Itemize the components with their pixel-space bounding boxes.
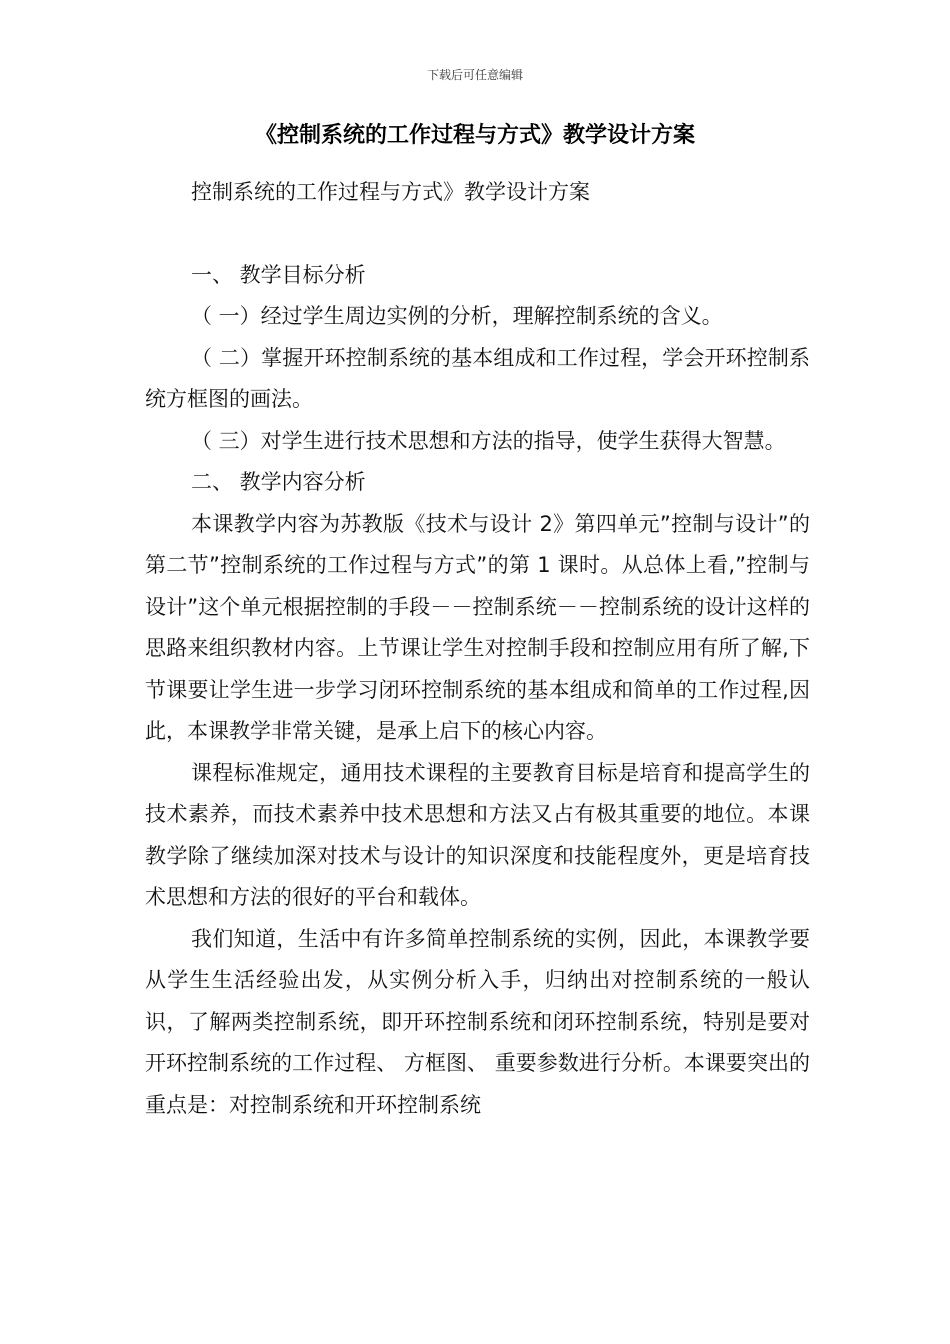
header-note: 下载后可任意编辑 [426, 68, 523, 82]
objective-item-3: （ 三）对学生进行技术思想和方法的指导，使学生获得大智慧。 [191, 428, 786, 453]
content-paragraph-3: 我们知道，生活中有许多简单控制系统的实例，因此，本课教学要从学生生活经验出发，从实例分析入手，归纳出对控制系统的一般认识，了解两类控制系统，即开环控制系统和闭环控制系统，特别是要对开环控制系统的工作过程、 方框图、 重要参数进行分析。本课要突出的重点是：对控制系统和开环控制系统 [145, 926, 810, 1117]
objective-item-1: （ 一）经过学生周边实例的分析，理解控制系统的含义。 [191, 304, 723, 328]
blank-line [145, 214, 810, 255]
section-heading-content: 二、 教学内容分析 [191, 470, 366, 494]
objective-item-2: （ 二）掌握开环控制系统的基本组成和工作过程，学会开环控制系统方框图的画法。 [145, 345, 810, 411]
section-heading-objectives: 一、 教学目标分析 [191, 262, 366, 287]
content-paragraph-1: 本课教学内容为苏教版《技术与设计 2》第四单元”控制与设计”的第二节”控制系统的工作过程与方式”的第 1 课时。从总体上看,”控制与设计”这个单元根据控制的手段－－控制系统－－控制系统的设计这样的思路来组织教材内容。上节课让学生对控制手段和控制应用有所了解,下节课要让学生进一步学习闭环控制系统的基本组成和简单的工作过程,因此，本课教学非常关键，是承上启下的核心内容。 [145, 511, 810, 743]
content-paragraph-2: 课程标准规定，通用技术课程的主要教育目标是培育和提高学生的技术素养，而技术素养中技术思想和方法又占有极其重要的地位。本课教学除了继续加深对技术与设计的知识深度和技能程度外，更是培育技术思想和方法的很好的平台和载体。 [145, 760, 810, 909]
document-title: 《控制系统的工作过程与方式》教学设计方案 [254, 123, 695, 148]
document-subtitle: 控制系统的工作过程与方式》教学设计方案 [191, 180, 590, 204]
document-body [145, 172, 810, 1126]
